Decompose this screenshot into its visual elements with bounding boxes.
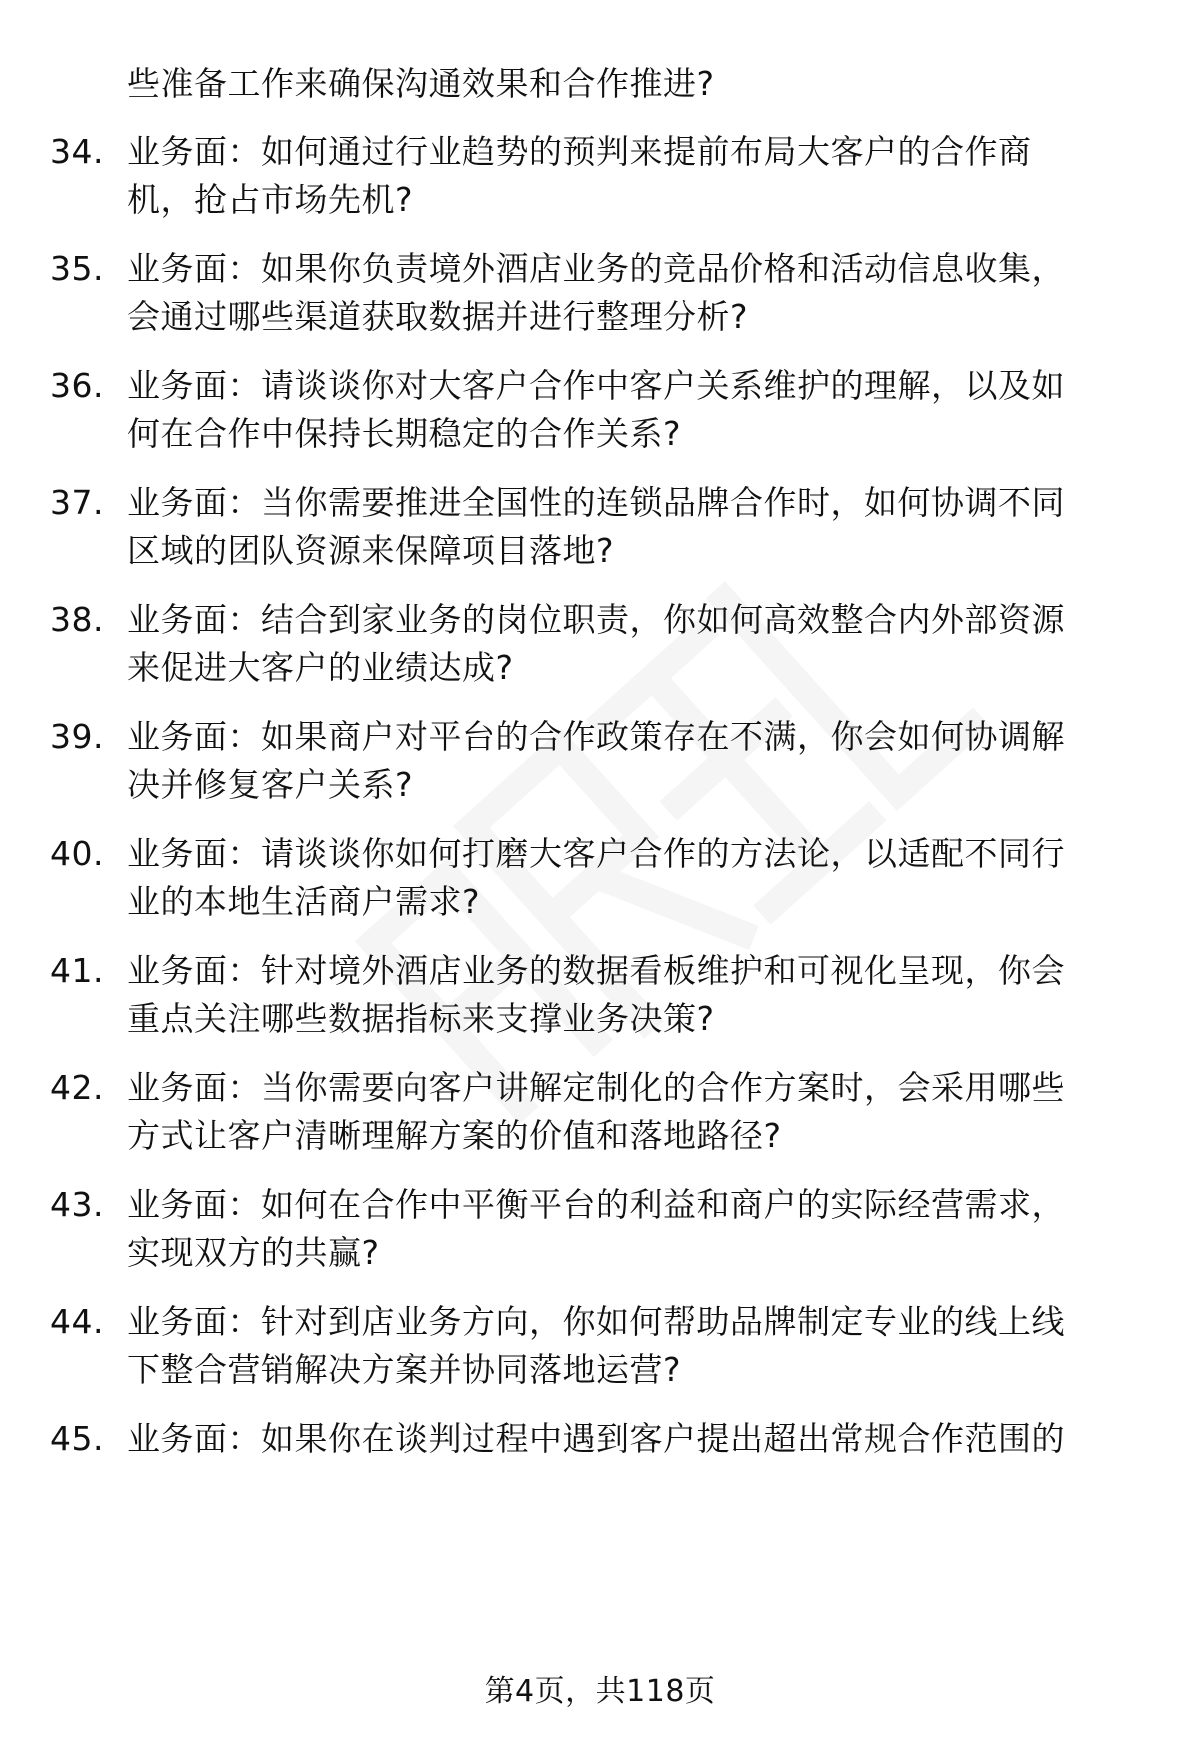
question-number: 35. (50, 249, 104, 288)
question-text (127, 1064, 1147, 1160)
question-line: 下整合营销解决方案并协同落地运营? (127, 1350, 682, 1389)
question-line: 决并修复客户关系? (127, 765, 414, 804)
question-text (127, 362, 1147, 458)
question-line: 业务面：如果商户对平台的合作政策存在不满，你会如何协调解 (127, 717, 1065, 756)
question-line: 业务面：当你需要向客户讲解定制化的合作方案时，会采用哪些 (127, 1068, 1065, 1107)
question-number: 42. (50, 1068, 104, 1107)
question-number: 39. (50, 717, 104, 756)
question-line: 业的本地生活商户需求? (127, 882, 481, 921)
question-number: 36. (50, 366, 104, 405)
question-line: 业务面：如何在合作中平衡平台的利益和商户的实际经营需求， (127, 1185, 1065, 1224)
question-text (127, 1181, 1147, 1277)
question-number: 37. (50, 483, 104, 522)
question-line: 来促进大客户的业绩达成? (127, 648, 514, 687)
question-line: 业务面：请谈谈你对大客户合作中客户关系维护的理解，以及如 (127, 366, 1065, 405)
question-text (127, 1298, 1147, 1394)
question-line: 业务面：请谈谈你如何打磨大客户合作的方法论，以适配不同行 (127, 834, 1065, 873)
question-line: 会通过哪些渠道获取数据并进行整理分析? (127, 297, 749, 336)
question-text (127, 128, 1147, 224)
question-line: 业务面：针对境外酒店业务的数据看板维护和可视化呈现，你会 (127, 951, 1065, 990)
question-number: 40. (50, 834, 104, 873)
question-line: 业务面：结合到家业务的岗位职责，你如何高效整合内外部资源 (127, 600, 1065, 639)
question-line: 机，抢占市场先机? (127, 180, 414, 219)
question-line: 业务面：针对到店业务方向，你如何帮助品牌制定专业的线上线 (127, 1302, 1065, 1341)
question-number: 38. (50, 600, 104, 639)
question-number: 44. (50, 1302, 104, 1341)
question-number: 45. (50, 1419, 104, 1458)
question-line: 业务面：如何通过行业趋势的预判来提前布局大客户的合作商 (127, 132, 1032, 171)
question-line: 方式让客户清晰理解方案的价值和落地路径? (127, 1116, 782, 1155)
question-line: 业务面：如果你负责境外酒店业务的竞品价格和活动信息收集， (127, 249, 1065, 288)
question-text (127, 245, 1147, 341)
continuation-line: 些准备工作来确保沟通效果和合作推进? (127, 64, 715, 103)
question-number: 34. (50, 132, 104, 171)
question-number: 43. (50, 1185, 104, 1224)
question-line: 重点关注哪些数据指标来支撑业务决策? (127, 999, 715, 1038)
question-text (127, 830, 1147, 926)
question-line: 何在合作中保持长期稳定的合作关系? (127, 414, 682, 453)
question-line: 区域的团队资源来保障项目落地? (127, 531, 615, 570)
question-text (127, 596, 1147, 692)
question-text (127, 713, 1147, 809)
question-text (127, 947, 1147, 1043)
question-line: 实现双方的共赢? (127, 1233, 380, 1272)
question-text (127, 479, 1147, 575)
question-line: 业务面：当你需要推进全国性的连锁品牌合作时，如何协调不同 (127, 483, 1065, 522)
question-number: 41. (50, 951, 104, 990)
page-footer: 第4页，共118页 (484, 1674, 716, 1709)
question-text (127, 1415, 1147, 1463)
question-line: 业务面：如果你在谈判过程中遇到客户提出超出常规合作范围的 (127, 1419, 1065, 1458)
